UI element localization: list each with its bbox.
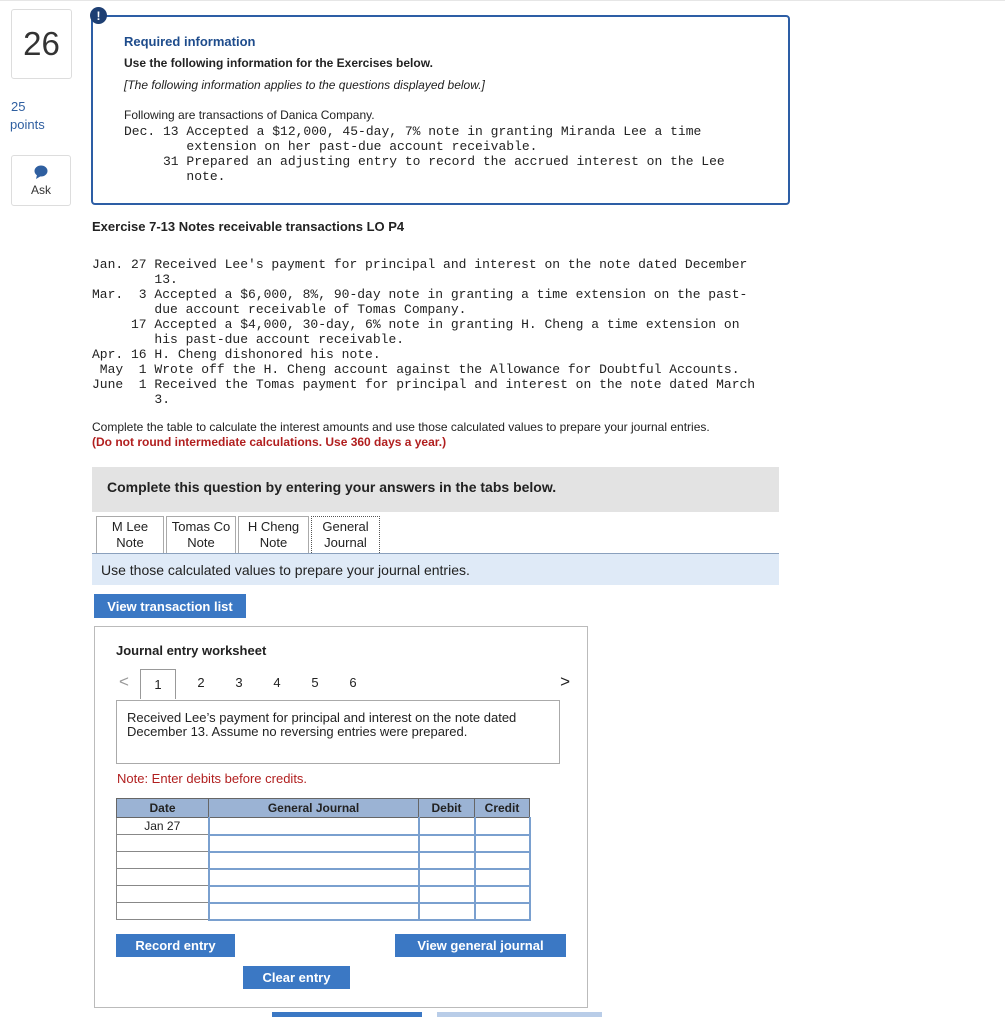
worksheet-title: Journal entry worksheet <box>116 643 267 658</box>
col-debit: Debit <box>419 799 475 818</box>
tab-h-cheng-note[interactable] <box>238 516 309 553</box>
debit-input[interactable] <box>419 869 475 886</box>
date-cell <box>117 869 209 886</box>
page-5[interactable]: 5 <box>311 675 319 690</box>
col-general-journal: General Journal <box>209 799 419 818</box>
tab-label-line1: General <box>322 519 369 534</box>
next-tab-button-partial[interactable] <box>437 1012 602 1017</box>
date-cell <box>117 903 209 920</box>
tab-label-line2: Journal <box>324 535 367 550</box>
credit-input[interactable] <box>475 886 530 903</box>
alert-icon: ! <box>90 7 107 24</box>
date-cell <box>117 852 209 869</box>
tab-tomas-co-note[interactable] <box>166 516 236 553</box>
chat-bubble-icon <box>34 165 48 179</box>
tab-general-journal[interactable] <box>311 516 380 553</box>
required-info-use: Use the following information for the Exercises below. <box>124 56 433 70</box>
answer-tabs <box>96 516 382 554</box>
debit-input[interactable] <box>419 852 475 869</box>
tab-label-line2: Note <box>187 535 215 550</box>
top-divider <box>0 0 1005 1</box>
debit-input[interactable] <box>419 903 475 920</box>
account-input[interactable] <box>209 835 419 852</box>
points-value: 25 <box>11 99 26 114</box>
tab-m-lee-note[interactable] <box>96 516 164 553</box>
question-number: 26 <box>11 9 72 79</box>
tab-panel-header <box>92 554 779 585</box>
prev-tab-button-partial[interactable] <box>272 1012 422 1017</box>
debit-input[interactable] <box>419 818 475 835</box>
page-6[interactable]: 6 <box>349 675 357 690</box>
required-info-transactions: Dec. 13 Accepted a $12,000, 45-day, 7% note in granting Miranda Lee a time extension on her past-due account receivable. 31 Prepared an adjusting entry to record the accrued interest on the Lee note. <box>124 124 725 184</box>
credit-input[interactable] <box>475 869 530 886</box>
tab-panel-text: Use those calculated values to prepare your journal entries. <box>101 562 470 578</box>
page-4[interactable]: 4 <box>273 675 281 690</box>
record-entry-button[interactable]: Record entry <box>116 934 235 957</box>
exercise-warning: (Do not round intermediate calculations. Use 360 days a year.) <box>92 435 447 449</box>
table-row <box>117 903 530 920</box>
page-3[interactable]: 3 <box>235 675 243 690</box>
table-row <box>117 852 530 869</box>
date-cell <box>117 835 209 852</box>
worksheet-note: Note: Enter debits before credits. <box>117 771 308 786</box>
prev-icon[interactable]: < <box>119 672 129 691</box>
required-info-applies: [The following information applies to the questions displayed below.] <box>124 78 485 92</box>
account-input[interactable] <box>209 903 419 920</box>
date-cell <box>117 886 209 903</box>
table-row <box>117 818 530 835</box>
col-date: Date <box>117 799 209 818</box>
page-1[interactable]: 1 <box>140 669 176 699</box>
account-input[interactable] <box>209 852 419 869</box>
tab-label-line1: H Cheng <box>247 519 300 534</box>
worksheet-description: Received Lee’s payment for principal and interest on the note dated December 13. Assume no reversing entries were prepared. <box>116 700 560 764</box>
table-row <box>117 869 530 886</box>
account-input[interactable] <box>209 818 419 835</box>
required-info-title: Required information <box>124 34 256 49</box>
view-general-journal-button[interactable]: View general journal <box>395 934 566 957</box>
credit-input[interactable] <box>475 835 530 852</box>
credit-input[interactable] <box>475 852 530 869</box>
journal-table <box>116 798 531 921</box>
table-row <box>117 835 530 852</box>
exercise-transactions: Jan. 27 Received Lee's payment for principal and interest on the note dated December 13. Mar. 3 Accepted a $6,000, 8%, 90-day note in granting a time extension on the past- due account receivable of Tomas Company. 17 Accepted a $4,000, 30-day, 6% note in granting H. Cheng a time extension on his past-due account receivable. Apr. 16 H. Cheng dishonored his note. May 1 Wrote off the H. Cheng account against the Allowance for Doubtful Accounts. June 1 Received the Tomas payment for principal and interest on the note dated March 3. <box>92 257 756 407</box>
page-2[interactable]: 2 <box>197 675 205 690</box>
exercise-instruction: Complete the table to calculate the interest amounts and use those calculated values to prepare your journal entries. <box>92 420 710 434</box>
debit-input[interactable] <box>419 835 475 852</box>
clear-entry-button[interactable]: Clear entry <box>243 966 350 989</box>
required-info-following: Following are transactions of Danica Company. <box>124 108 375 122</box>
account-input[interactable] <box>209 886 419 903</box>
tabs-banner-text: Complete this question by entering your answers in the tabs below. <box>107 479 557 495</box>
tabs-banner <box>92 467 779 512</box>
ask-label: Ask <box>30 182 51 197</box>
table-row <box>117 886 530 903</box>
view-transaction-list-button[interactable]: View transaction list <box>94 594 246 618</box>
col-credit: Credit <box>475 799 530 818</box>
tab-label-line2: Note <box>259 535 288 550</box>
date-cell: Jan 27 <box>117 818 209 835</box>
tab-label-line2: Note <box>116 535 144 550</box>
tab-label-line1: Tomas Co <box>171 519 231 534</box>
next-icon[interactable]: > <box>560 672 570 691</box>
debit-input[interactable] <box>419 886 475 903</box>
worksheet-pagination <box>115 669 570 699</box>
exercise-title: Exercise 7-13 Notes receivable transactions LO P4 <box>92 219 405 234</box>
tab-label-line1: M Lee <box>111 519 149 534</box>
points-label: points <box>10 117 45 132</box>
credit-input[interactable] <box>475 903 530 920</box>
journal-entry-worksheet <box>94 626 588 1008</box>
credit-input[interactable] <box>475 818 530 835</box>
account-input[interactable] <box>209 869 419 886</box>
ask-button[interactable] <box>11 155 71 206</box>
